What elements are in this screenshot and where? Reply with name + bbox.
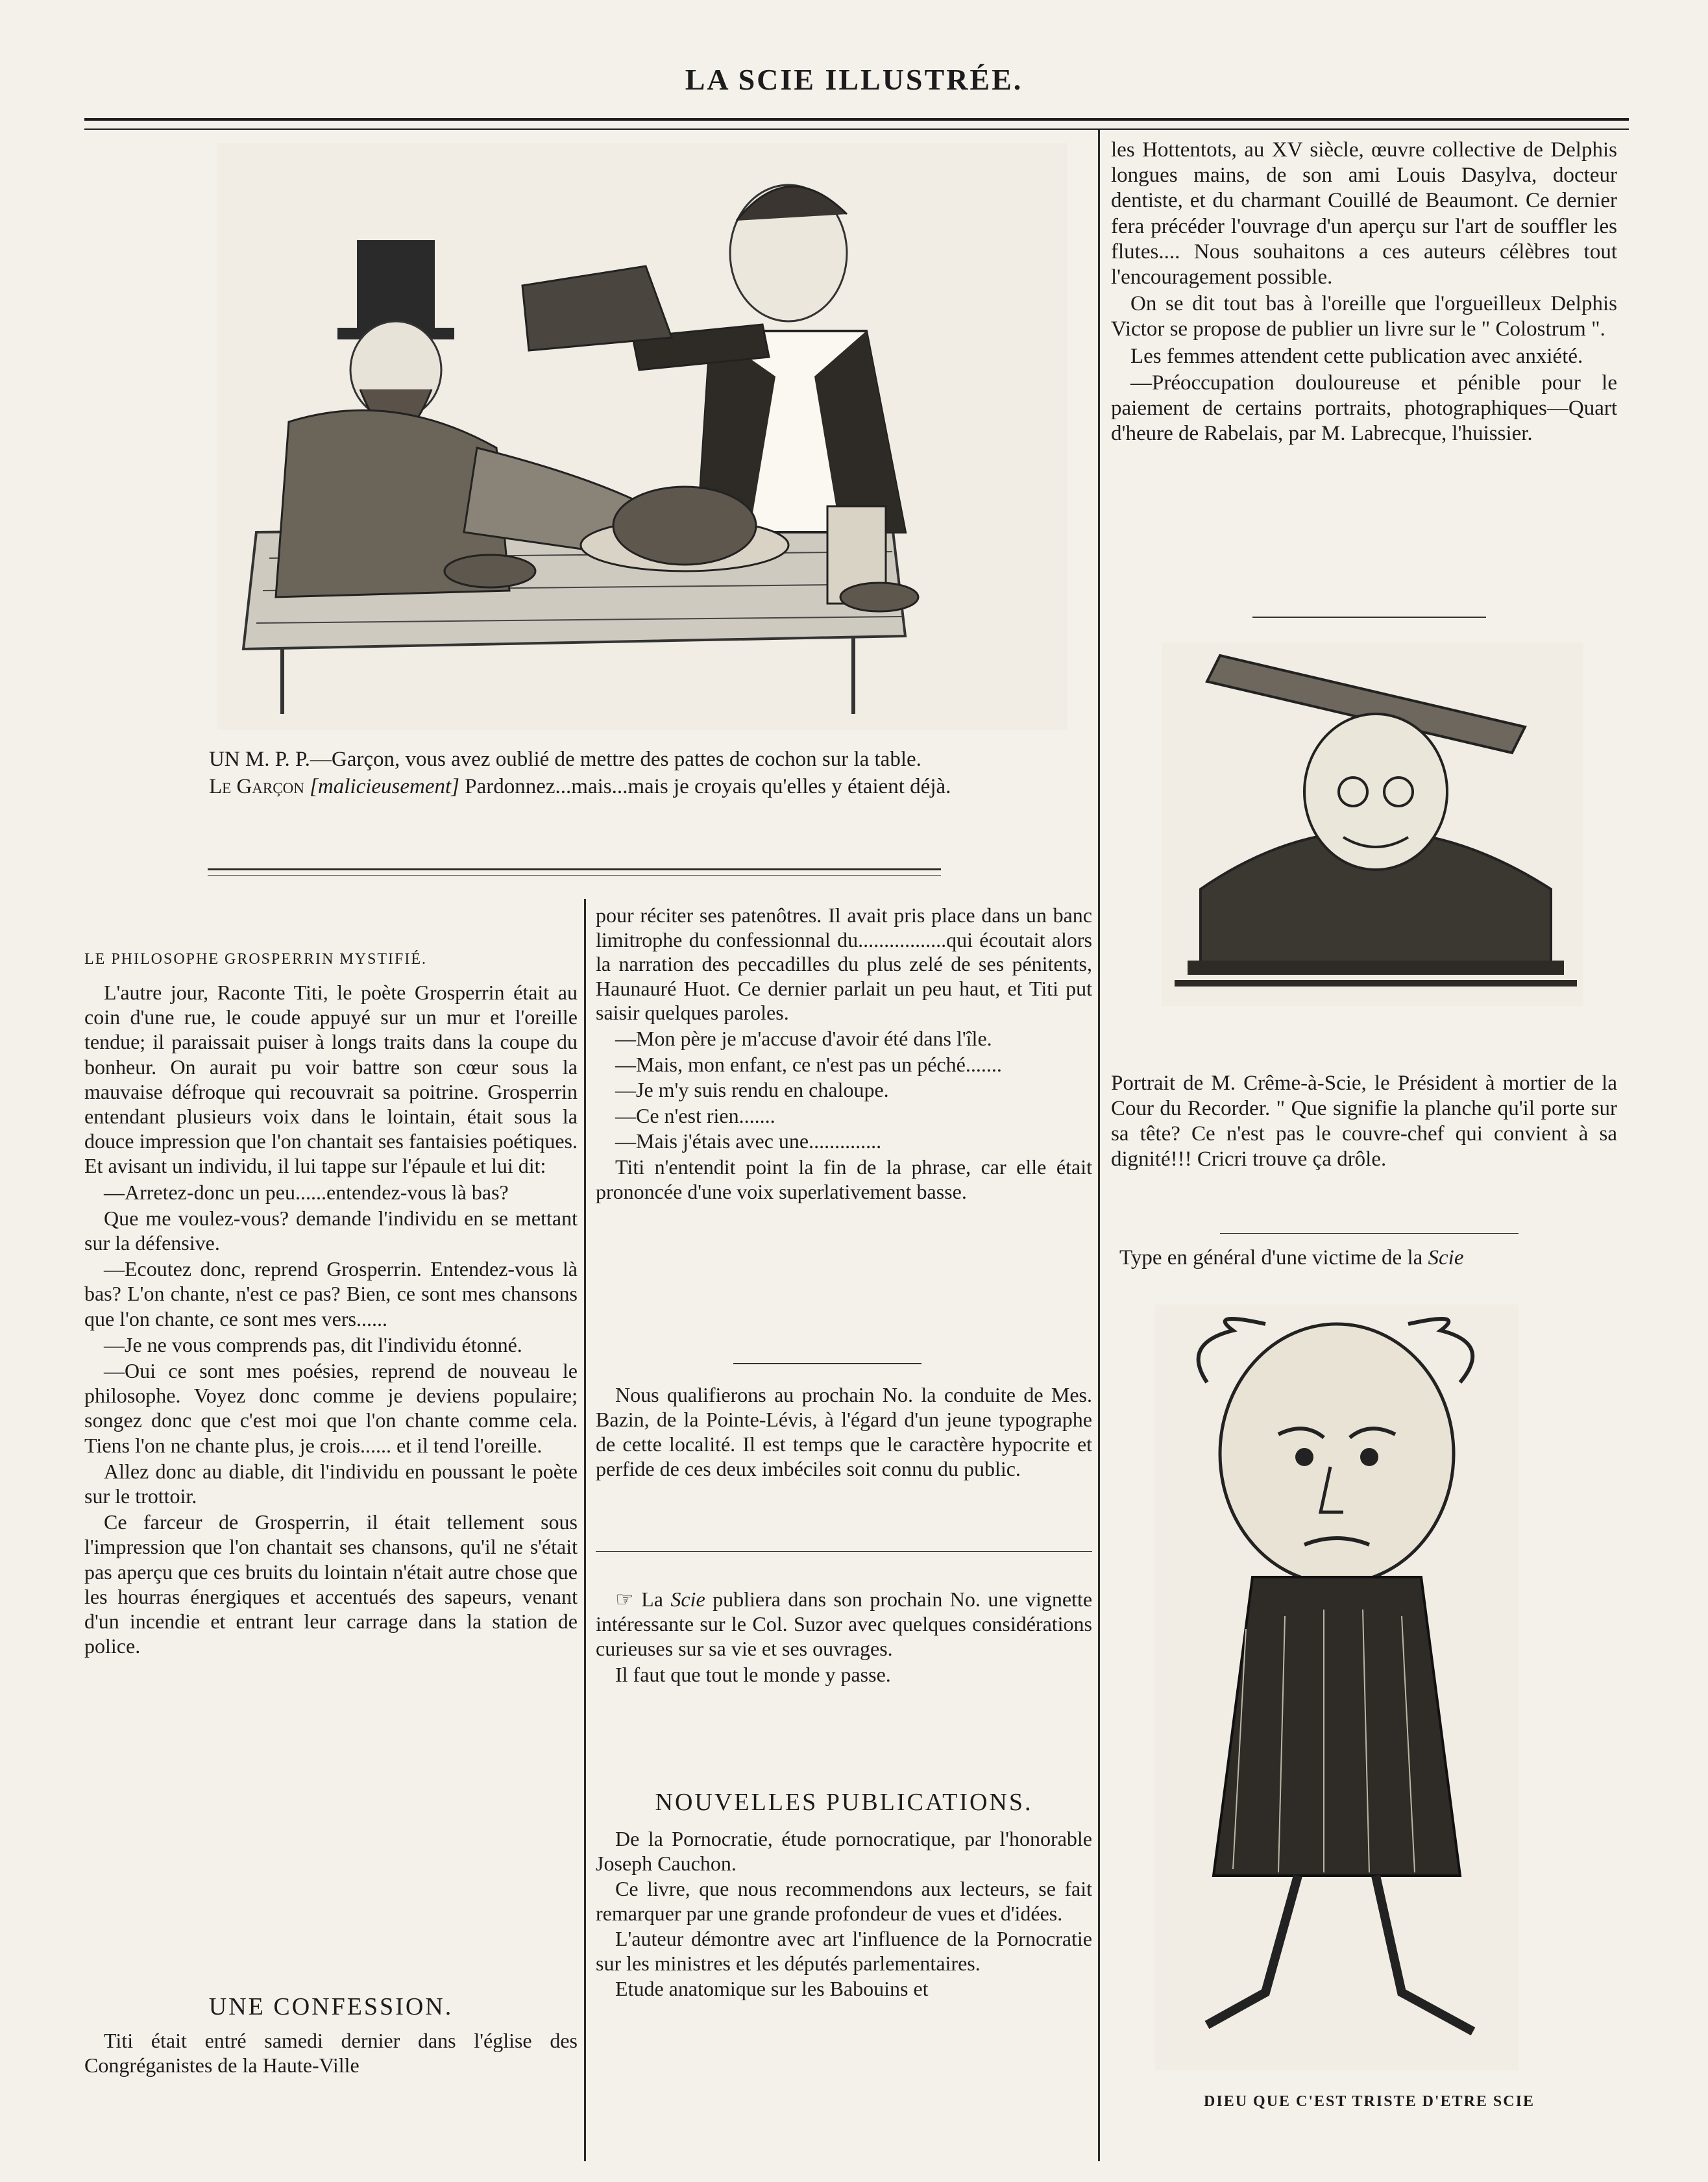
notice-prefix: La (641, 1587, 663, 1611)
article-confession-title: UNE CONFESSION. (208, 1993, 454, 2020)
notice-suzor-text (596, 1587, 1092, 1661)
publications-title: NOUVELLES PUBLICATIONS. (655, 1789, 1033, 1816)
caption-aside: [malicieusement] (310, 775, 460, 798)
publication-paragraph: Ce livre, que nous recommendons aux lecteurs, se fait remarquer par une grande profondeur de vues et d'idées. (596, 1877, 1092, 1925)
notice-suzor (596, 1587, 1092, 1688)
restaurant-engraving (217, 143, 1068, 730)
portrait-caption-text: Portrait de M. Crême-à-Scie, le Président à mortier de la Cour du Recorder. " Que signifie la planche qu'il porte sur sa tête? Ce n'est pas le couvre-chef qui convient à sa dignité!!! Cricri trouve ça drôle. (1111, 1072, 1617, 1171)
caption-line-2 (170, 774, 1072, 800)
article-confession-start (84, 2028, 578, 2079)
section-rule-thin (208, 875, 941, 876)
caption-reply: Pardonnez...mais...mais je croyais qu'elles y étaient déjà. (465, 775, 951, 798)
column-divider-right (1098, 130, 1100, 2161)
right-paragraph: —Préoccupation douloureuse et pénible pour le paiement de certains portraits, photographiques—Quart d'heure de Rabelais, par M. Labrecque, l'huissier. (1111, 371, 1617, 446)
illustration-restaurant (217, 143, 1068, 730)
article-paragraph: Allez donc au diable, dit l'individu en poussant le poète sur le trottoir. (84, 1459, 578, 1508)
notice-body: publiera dans son prochain No. une vignette intéressante sur le Col. Suzor avec quelques considérations curieuses sur sa vie et ses ouvrages. (596, 1587, 1093, 1660)
article-paragraph: —Je ne vous comprends pas, dit l'individu étonné. (104, 1332, 522, 1356)
right-paragraph: les Hottentots, au XV siècle, œuvre collective de Delphis longues mains, de son ami Louis Dasylva, docteur dentiste, et du charmant Couillé de Beaumont. Ce dernier fera précéder l'ouvrage d'un aperçu sur l'art de souffler les flutes.... Nous souhaitons a ces auteurs célèbres tout l'encouragement possible. (1111, 138, 1617, 289)
victim-engraving (1155, 1305, 1519, 2070)
section-rule (208, 868, 941, 870)
article-grosperrin-title: LE PHILOSOPHE GROSPERRIN MYSTIFIÉ. (84, 951, 428, 968)
notice-scie: Scie (670, 1587, 705, 1611)
article-paragraph: —Mais, mon enfant, ce n'est pas un péché....... (615, 1052, 1002, 1076)
publication-paragraph: Etude anatomique sur les Babouins et (615, 1977, 929, 2000)
bottom-stamp: DIEU QUE C'EST TRISTE D'ETRE SCIE (1204, 2093, 1535, 2110)
right-paragraph: Les femmes attendent cette publication avec anxiété. (1130, 344, 1583, 368)
publication-paragraph: L'auteur démontre avec art l'influence de la Pornocratie sur les ministres et les députés parlementaires. (596, 1927, 1092, 1975)
divider-short (733, 1363, 921, 1364)
article-paragraph: Titi n'entendit point la fin de la phrase, car elle était prononcée d'une voix superlativement basse. (596, 1155, 1092, 1203)
notice-text: Nous qualifierons au prochain No. la conduite de Mes. Bazin, de la Pointe-Lévis, à l'égard d'un jeune typographe de cette localité. Il est temps que le caractère hypocrite et perfide de ces deux imbéciles soit connu du public. (596, 1383, 1092, 1480)
article-paragraph: —Je m'y suis rendu en chaloupe. (615, 1078, 889, 1102)
victim-caption-scie: Scie (1428, 1246, 1464, 1269)
article-paragraph: —Mon père je m'accuse d'avoir été dans l'île. (615, 1026, 992, 1050)
illustration-victim (1155, 1305, 1519, 2070)
president-engraving (1162, 643, 1583, 1006)
pointing-hand-icon: ☞ (615, 1587, 634, 1611)
article-paragraph: —Ecoutez donc, reprend Grosperrin. Entendez-vous là bas? L'on chante, n'est ce pas? Bien, ce sont mes chansons que l'on chante, ce sont mes vers...... (84, 1257, 578, 1330)
article-paragraph: —Mais j'étais avec une.............. (615, 1129, 882, 1153)
notice-bazin (596, 1382, 1092, 1482)
masthead: LA SCIE ILLUSTRÉE. (685, 63, 1023, 96)
divider-thin (596, 1551, 1092, 1552)
article-paragraph: —Arretez-donc un peu......entendez-vous là bas? (104, 1180, 509, 1204)
portrait-caption (1111, 1071, 1617, 1173)
article-paragraph: Titi était entré samedi dernier dans l'église des Congréganistes de la Haute-Ville (84, 2029, 578, 2077)
masthead-rule (84, 118, 1629, 130)
article-paragraph: Que me voulez-vous? demande l'individu en se mettant sur la défensive. (84, 1206, 578, 1255)
article-confession-cont (596, 903, 1092, 1205)
caption-line-1: UN M. P. P.—Garçon, vous avez oublié de mettre des pattes de cochon sur la table. (209, 748, 921, 771)
right-paragraph: On se dit tout bas à l'oreille que l'orgueilleux Delphis Victor se propose de publier un livre sur le " Colostrum ". (1111, 292, 1617, 341)
divider-right-1 (1252, 617, 1486, 618)
victim-caption-text: Type en général d'une victime de la (1119, 1246, 1423, 1269)
publication-paragraph: De la Pornocratie, étude pornocratique, par l'honorable Joseph Cauchon. (596, 1827, 1092, 1875)
illustration-president (1162, 643, 1583, 1006)
article-paragraph: pour réciter ses patenôtres. Il avait pris place dans un banc limitrophe du confessionnal du.................qui écoutait alors la narration des peccadilles du plus zelé de ses pénitents, Haunauré Huot. Ce dernier parlait un peu haut, et Titi put saisir quelques paroles. (596, 903, 1092, 1025)
caption-speaker: Le Garçon (209, 775, 304, 798)
caption-restaurant (170, 746, 1072, 801)
publications-list (596, 1827, 1092, 2003)
article-paragraph: —Oui ce sont mes poésies, reprend de nouveau le philosophe. Voyez donc comme je deviens populaire; songez donc que c'est moi que l'on chante comme cela. Tiens l'on ne chante plus, je crois...... et il tend l'oreille. (84, 1359, 578, 1457)
notice-line2: Il faut que tout le monde y passe. (615, 1663, 891, 1686)
divider-right-2 (1220, 1233, 1519, 1234)
victim-caption (1119, 1245, 1626, 1271)
right-column-text (1111, 138, 1617, 448)
article-paragraph: L'autre jour, Raconte Titi, le poète Grosperrin était au coin d'une rue, le coude appuyé sur un mur et l'oreille tendue; il paraissait puiser à longs traits dans la coupe du bonheur. On aurait pu voir battre son cœur sous la mauvaise défroque qui recouvrait sa poitrine. Grosperrin entendant plusieurs voix dans le lointain, était sous la douce impression que l'on chantait ses fantaisies poétiques. Et avisant un individu, il lui tappe sur l'épaule et lui dit: (84, 981, 578, 1178)
article-paragraph: Ce farceur de Grosperrin, il était tellement sous l'impression que l'on chantait ses chansons, qu'il ne s'était pas aperçu que ces bruits du lointain n'était autre chose que les hourras énergiques et accentués des sapeurs, venant d'un incendie et entrant leur carrage dans la station de police. (84, 1510, 578, 1658)
article-paragraph: —Ce n'est rien....... (615, 1103, 775, 1127)
article-grosperrin (84, 980, 578, 1660)
column-divider-middle (584, 899, 586, 2161)
